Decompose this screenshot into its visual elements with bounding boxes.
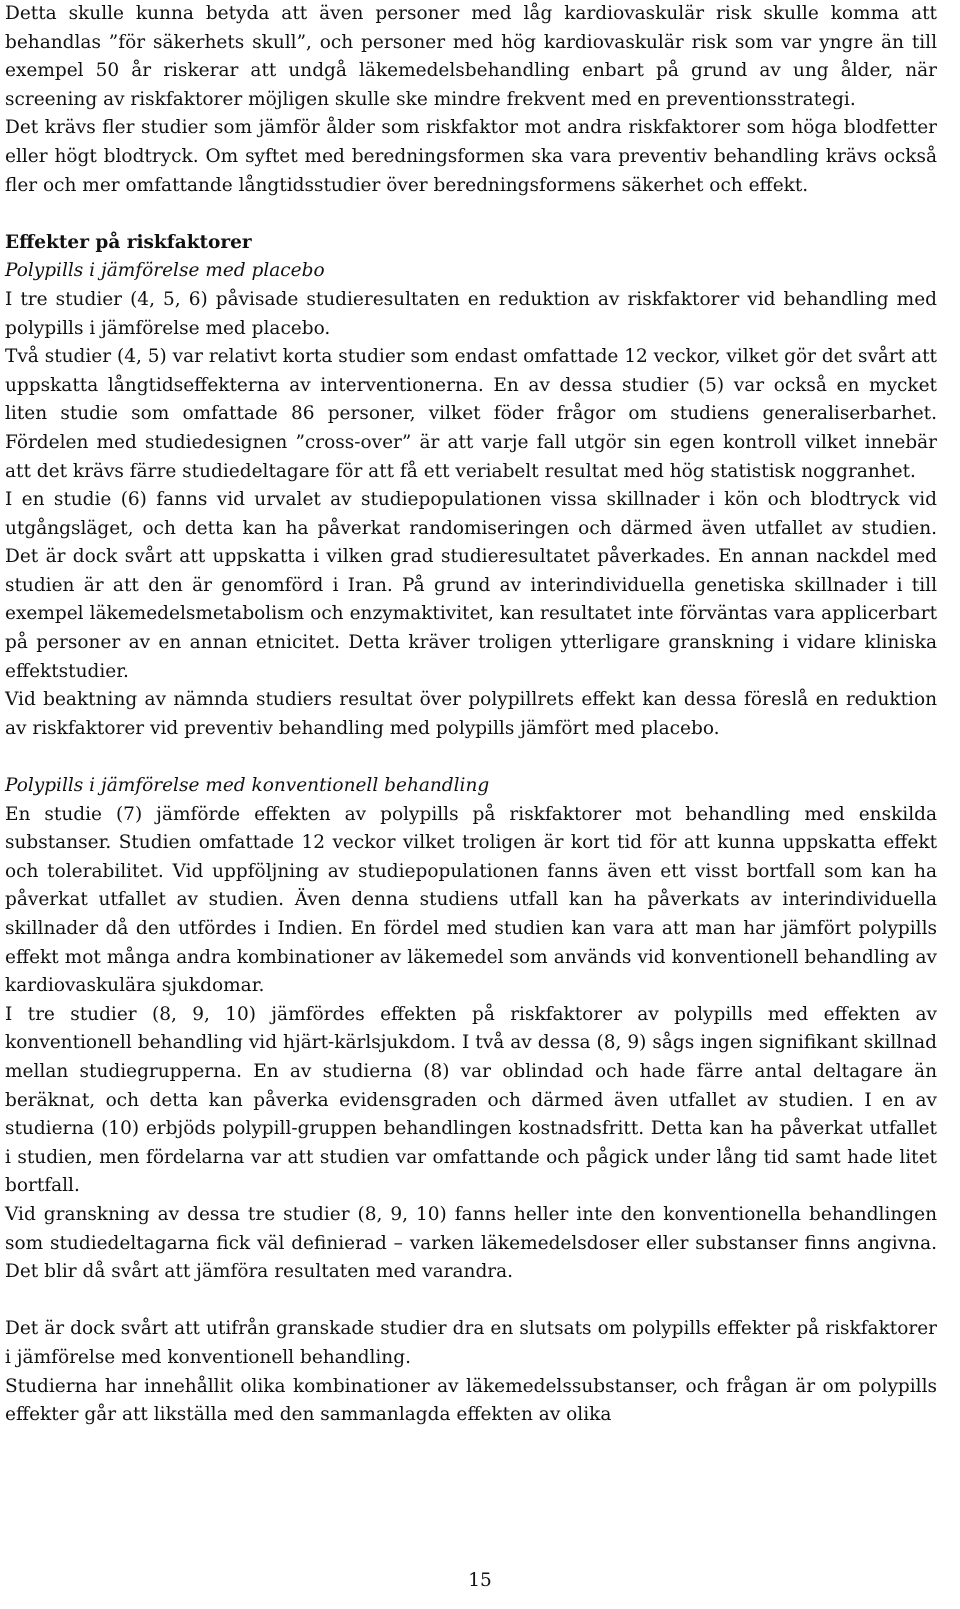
subheading-conventional: Polypills i jämförelse med konventionell behandling — [5, 775, 490, 797]
paragraph-more-studies: Det krävs fler studier som jämför ålder som riskfaktor mot andra riskfaktorer som höga blodfetter eller högt blodtryck. Om syftet med beredningsformen ska vara preventiv behandling krävs också fler och mer omfattande långtidsstudier över beredningsformens säkerhet och effekt. — [5, 117, 937, 196]
body-text — [5, 0, 937, 1430]
paragraph-india-study: En studie (7) jämförde effekten av polypills på riskfaktorer mot behandling med enskilda substanser. Studien omfattade 12 veckor vilket troligen är kort tid för att kunna uppskatta effekt och tolerabilitet. Vid uppföljning av studiepopulationen fanns även ett visst bortfall som kan ha påverkat utfallet av studien. Även denna studiens utfall kan ha påverkats av interindividuella skillnader då den utfördes i Indien. En fördel med studien kan vara att man har jämfört polypills effekt mot många andra kombinationer av läkemedel som används vid konventionell behandling av kardiovaskulära sjukdomar. — [5, 803, 937, 997]
section-heading: Effekter på riskfaktorer — [5, 231, 252, 253]
paragraph-three-studies-conventional: I tre studier (8, 9, 10) jämfördes effekten på riskfaktorer av polypills med effekten av konventionell behandling vid hjärt-kärlsjukdom. I två av dessa (8, 9) sågs ingen signifikant skillnad mellan studiegrupperna. En av studierna (8) var oblindad och hade färre antal deltagare än beräknat, och detta kan påverka evidensgraden och därmed även utfallet av studien. I en av studierna (10) erbjöds polypill-gruppen behandlingen kostnadsfritt. Detta kan ha påverkat utfallet i studien, men fördelarna var att studien var omfattande och pågick under lång tid samt hade litet bortfall. — [5, 1003, 937, 1197]
page-number: 15 — [468, 1570, 492, 1591]
paragraph-two-studies: Två studier (4, 5) var relativt korta studier som endast omfattade 12 veckor, vilket gör det svårt att uppskatta långtidseffekterna av interventionerna. En av dessa studier (5) var också en mycket liten studie som omfattade 86 personer, vilket föder frågor om studiens generaliserbarhet. Fördelen med studiedesignen ”cross-over” är att varje fall utgör sin egen kontroll vilket innebär att det krävs färre studiedeltagare för att få ett veriabelt resultat med hög statistisk noggranhet. — [5, 346, 937, 482]
paragraph-review: Vid granskning av dessa tre studier (8, 9, 10) fanns heller inte den konventionella behandlingen som studiedeltagarna fick väl definierad – varken läkemedelsdoser eller substanser finns angivna. Det blir då svårt att jämföra resultaten med varandra. — [5, 1203, 937, 1283]
paragraph-iran-study: I en studie (6) fanns vid urvalet av studiepopulationen vissa skillnader i kön och blodtryck vid utgångsläget, och detta kan ha påverkat randomiseringen och därmed även utfallet av studien. Det är dock svårt att uppskatta i vilken grad studieresultatet påverkades. En annan nackdel med studien är att den är genomförd i Iran. På grund av interindividuella genetiska skillnader i till exempel läkemedelsmetabolism och enzymaktivitet, kan resultatet inte förväntas vara applicerbart på personer av en annan etnicitet. Detta kräver troligen ytterligare granskning i vidare kliniska effektstudier. — [5, 489, 937, 682]
paragraph-conclusion: Det är dock svårt att utifrån granskade studier dra en slutsats om polypills effekter på riskfaktorer i jämförelse med konventionell behandling. — [5, 1318, 937, 1368]
subheading-placebo: Polypills i jämförelse med placebo — [5, 260, 325, 282]
paragraph-placebo-conclusion: Vid beaktning av nämnda studiers resultat över polypillrets effekt kan dessa föreslå en reduktion av riskfaktorer vid preventiv behandling med polypills jämfört med placebo. — [5, 689, 937, 739]
paragraph-risk-youth: Detta skulle kunna betyda att även personer med låg kardiovaskulär risk skulle komma att behandlas ”för säkerhets skull”, och personer med hög kardiovaskulär risk som var yngre än till exempel 50 år riskerar att undgå läkemedelsbehandling enbart på grund av ung ålder, när screening av riskfaktorer möjligen skulle ske mindre frekvent med en preventionsstrategi. — [5, 3, 937, 110]
paragraph-combinations: Studierna har innehållit olika kombinationer av läkemedelssubstanser, och frågan är om polypills effekter går att likställa med den sammanlagda effekten av olika — [5, 1375, 937, 1426]
paragraph-three-studies: I tre studier (4, 5, 6) påvisade studieresultaten en reduktion av riskfaktorer vid behandling med polypills i jämförelse med placebo. — [5, 288, 937, 339]
